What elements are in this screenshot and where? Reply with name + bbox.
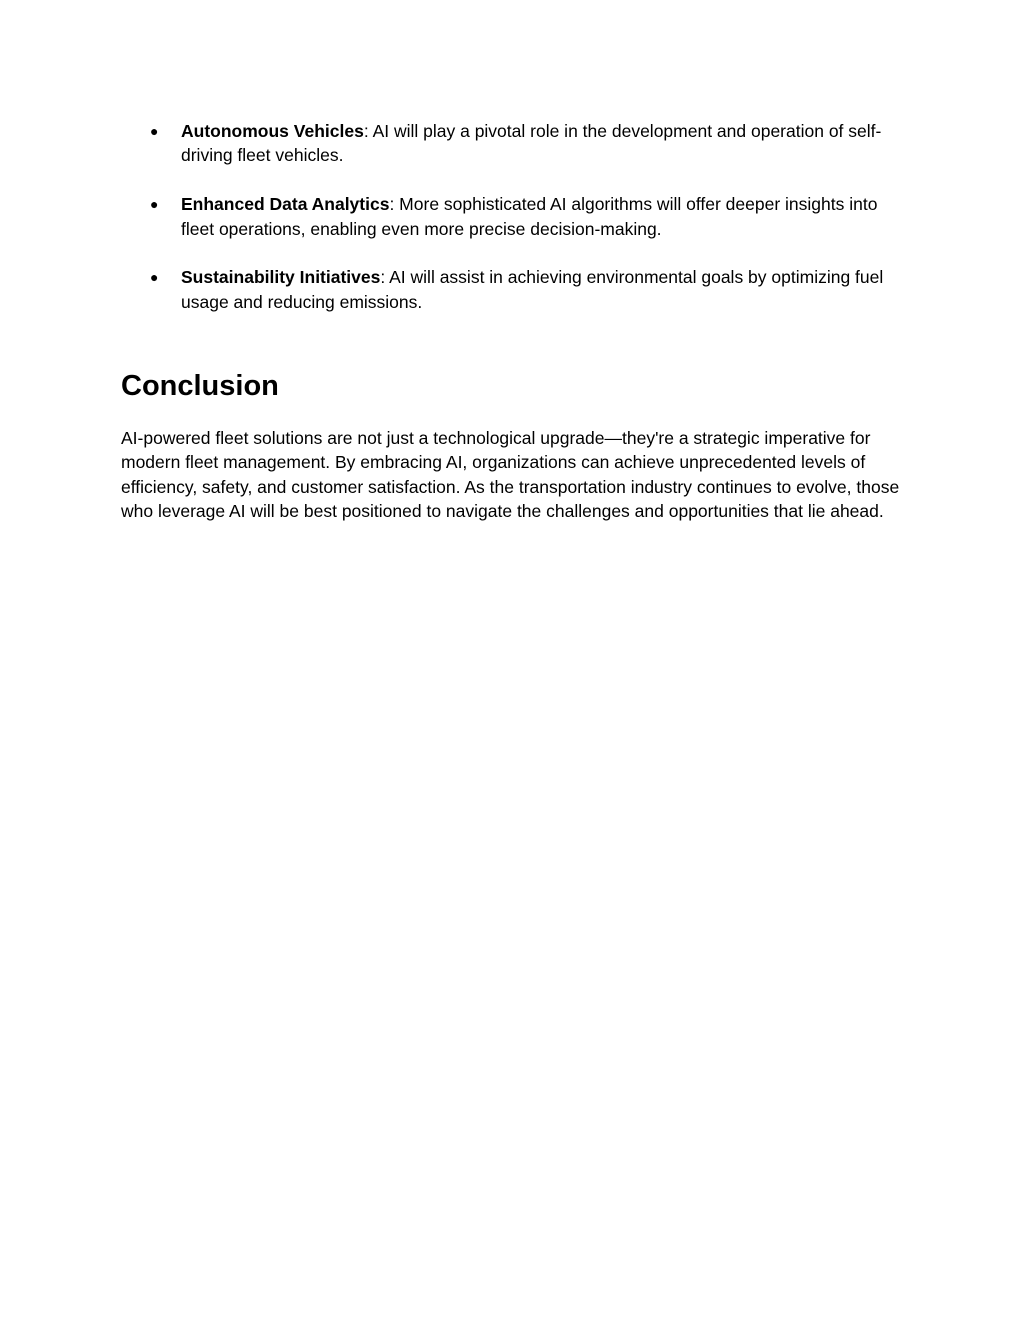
list-item bbox=[121, 265, 911, 314]
list-item bbox=[121, 192, 911, 241]
conclusion-paragraph: AI-powered fleet solutions are not just a technological upgrade—they're a strategic imperative for modern fleet management. By embracing AI, organizations can achieve unprecedented levels of efficiency, safety, and customer satisfaction. As the transportation industry continues to evolve, those who leverage AI will be best positioned to navigate the challenges and opportunities that lie ahead. bbox=[121, 428, 900, 522]
conclusion-heading: Conclusion bbox=[121, 370, 279, 402]
bullet-icon: ● bbox=[150, 196, 159, 213]
bullet-term: Sustainability Initiatives bbox=[181, 267, 381, 288]
bullet-icon: ● bbox=[150, 269, 159, 286]
list-item bbox=[121, 119, 911, 168]
bullet-text: : More sophisticated AI algorithms will offer deeper insights into fleet operations, enabling even more precise decision-making. bbox=[181, 194, 878, 239]
bullet-icon: ● bbox=[150, 123, 159, 139]
bullet-text: : AI will assist in achieving environmental goals by optimizing fuel usage and reducing emissions. bbox=[181, 267, 884, 312]
bullet-term: Autonomous Vehicles bbox=[181, 121, 364, 141]
bullet-text: : AI will play a pivotal role in the development and operation of self-driving fleet vehicles. bbox=[181, 121, 882, 166]
bullet-term: Enhanced Data Analytics bbox=[181, 194, 390, 215]
future-trends-list bbox=[121, 119, 911, 339]
